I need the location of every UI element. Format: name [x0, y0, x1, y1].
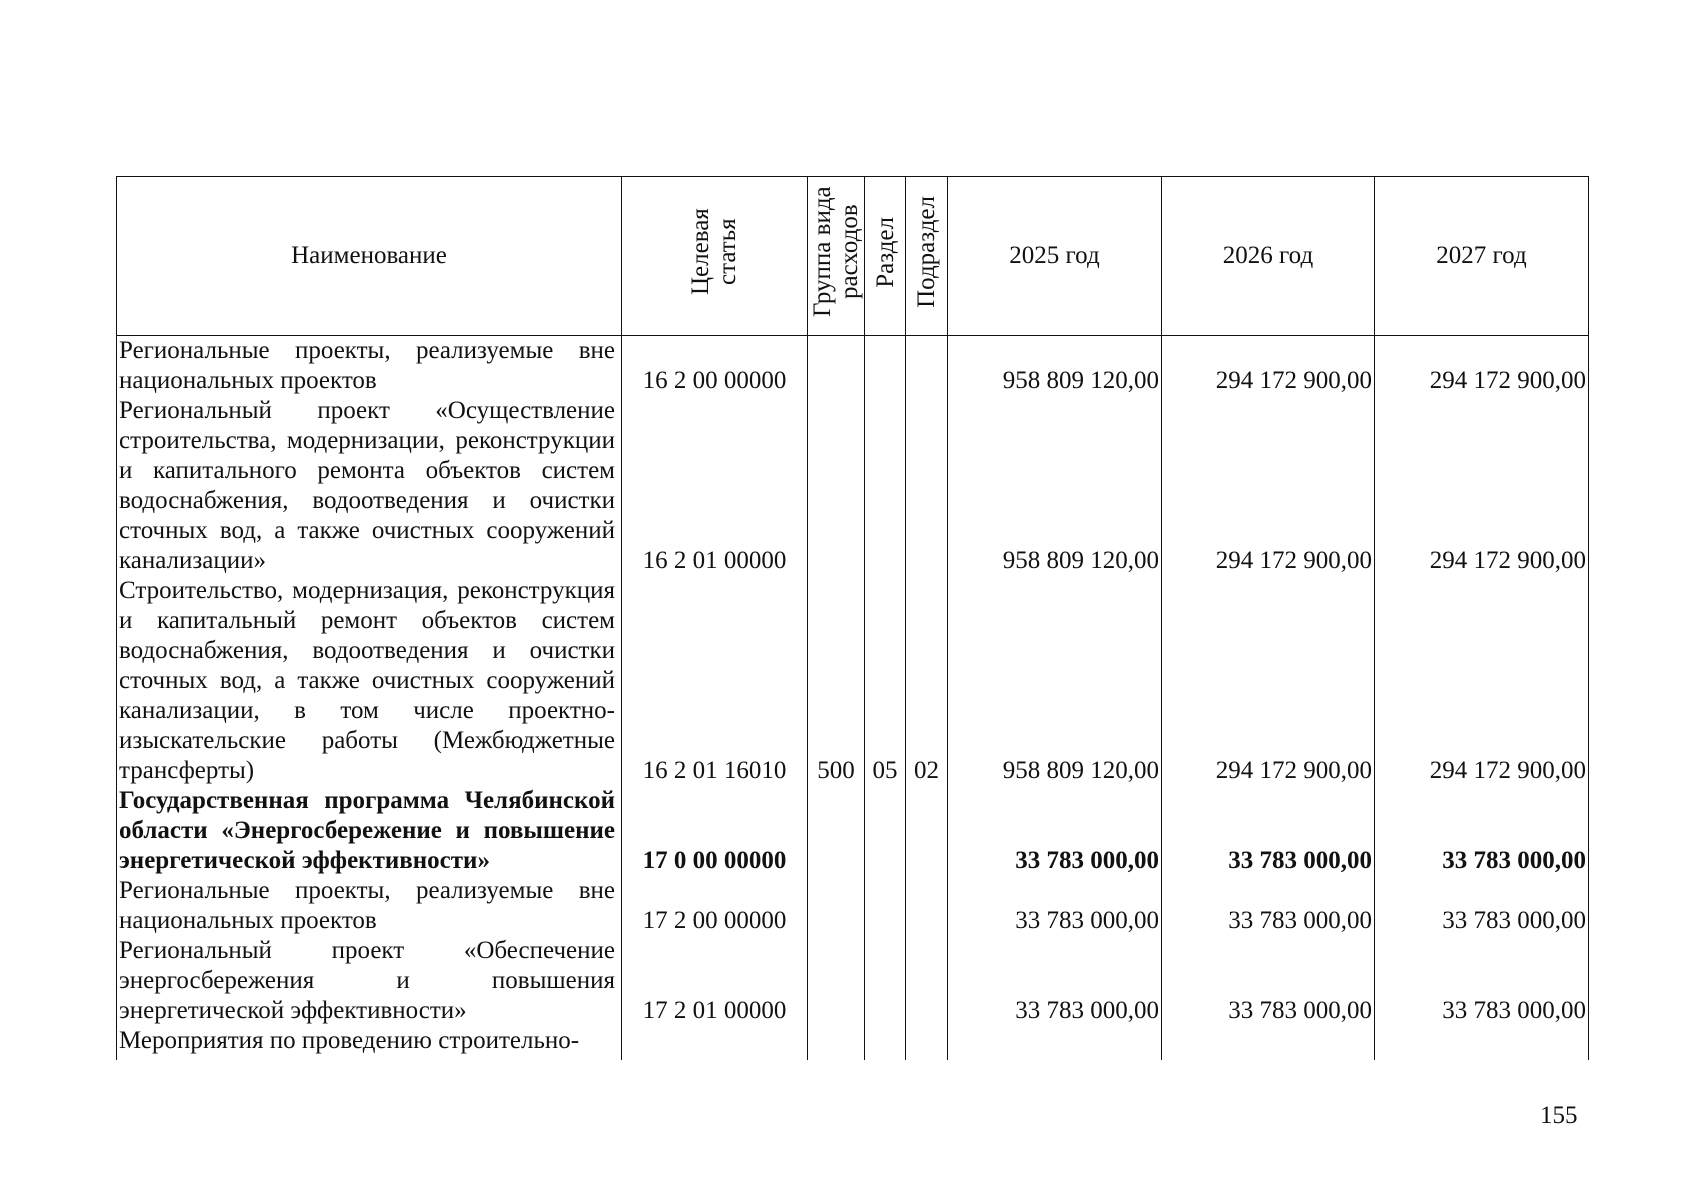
row-code: 16 2 01 16010	[622, 576, 808, 786]
row-name: Мероприятия по проведению строительно-	[117, 1026, 622, 1060]
row-name: Государственная программа Челябинской области «Энергосбережение и повышение энергетической эффективности»	[117, 786, 622, 876]
row-2025: 33 783 000,00	[948, 786, 1162, 876]
row-name: Региональные проекты, реализуемые вне национальных проектов	[117, 876, 622, 936]
row-2025: 33 783 000,00	[948, 936, 1162, 1026]
row-section	[865, 336, 906, 397]
row-group: 500	[808, 576, 865, 786]
row-name: Региональные проекты, реализуемые вне национальных проектов	[117, 336, 622, 397]
page-number: 155	[1540, 1102, 1578, 1129]
row-code: 17 2 01 00000	[622, 936, 808, 1026]
row-section: 05	[865, 576, 906, 786]
row-name: Строительство, модернизация, реконструкция и капитальный ремонт объектов систем водоснабжения, водоотведения и очистки сточных вод, а также очистных сооружений канализации, в том числе проектно-изыскательские работы (Межбюджетные трансферты)	[117, 576, 622, 786]
row-2027	[1375, 1026, 1589, 1060]
row-2027: 33 783 000,00	[1375, 876, 1589, 936]
row-group	[808, 786, 865, 876]
table-row	[117, 876, 1589, 936]
table-row	[117, 936, 1589, 1026]
row-2027: 294 172 900,00	[1375, 396, 1589, 576]
row-2026: 294 172 900,00	[1162, 336, 1375, 397]
row-section	[865, 786, 906, 876]
row-group	[808, 1026, 865, 1060]
row-subsection	[906, 876, 948, 936]
header-row	[117, 177, 1589, 336]
row-section	[865, 1026, 906, 1060]
header-code-label: Целевая статья	[686, 208, 741, 296]
row-2026: 294 172 900,00	[1162, 576, 1375, 786]
row-section	[865, 936, 906, 1026]
header-section	[865, 177, 906, 336]
row-subsection: 02	[906, 576, 948, 786]
row-2026: 294 172 900,00	[1162, 396, 1375, 576]
row-2026: 33 783 000,00	[1162, 786, 1375, 876]
header-subsection	[906, 177, 948, 336]
row-subsection	[906, 1026, 948, 1060]
row-code: 17 2 00 00000	[622, 876, 808, 936]
row-subsection	[906, 336, 948, 397]
row-section	[865, 396, 906, 576]
row-2027: 33 783 000,00	[1375, 786, 1589, 876]
header-name: Наименование	[117, 177, 622, 336]
row-2027: 294 172 900,00	[1375, 576, 1589, 786]
row-name: Региональный проект «Обеспечение энергосбережения и повышения энергетической эффективности»	[117, 936, 622, 1026]
row-2025: 958 809 120,00	[948, 336, 1162, 397]
row-2027: 33 783 000,00	[1375, 936, 1589, 1026]
row-2025: 958 809 120,00	[948, 576, 1162, 786]
table-row	[117, 1026, 1589, 1060]
row-2025	[948, 1026, 1162, 1060]
row-subsection	[906, 396, 948, 576]
table-row	[117, 576, 1589, 786]
row-code: 16 2 01 00000	[622, 396, 808, 576]
table-row	[117, 336, 1589, 397]
table-row	[117, 786, 1589, 876]
header-2027: 2027 год	[1375, 177, 1589, 336]
header-group	[808, 177, 865, 336]
row-code: 17 0 00 00000	[622, 786, 808, 876]
row-2025: 958 809 120,00	[948, 396, 1162, 576]
header-2026: 2026 год	[1162, 177, 1375, 336]
header-2025: 2025 год	[948, 177, 1162, 336]
row-group	[808, 396, 865, 576]
header-group-label: Группа вида расходов	[809, 186, 863, 318]
header-code	[622, 177, 808, 336]
row-2026: 33 783 000,00	[1162, 876, 1375, 936]
budget-table	[116, 176, 1589, 1060]
header-subsection-label: Подраздел	[913, 196, 940, 308]
row-group	[808, 876, 865, 936]
row-2026	[1162, 1026, 1375, 1060]
row-code	[622, 1026, 808, 1060]
row-code: 16 2 00 00000	[622, 336, 808, 397]
header-section-label: Раздел	[871, 216, 899, 288]
row-name: Региональный проект «Осуществление строительства, модернизации, реконструкции и капитального ремонта объектов систем водоснабжения, водоотведения и очистки сточных вод, а также очистных сооружений канализации»	[117, 396, 622, 576]
row-2025: 33 783 000,00	[948, 876, 1162, 936]
row-section	[865, 876, 906, 936]
row-subsection	[906, 936, 948, 1026]
row-group	[808, 936, 865, 1026]
table-row	[117, 396, 1589, 576]
row-group	[808, 336, 865, 397]
row-2027: 294 172 900,00	[1375, 336, 1589, 397]
row-subsection	[906, 786, 948, 876]
row-2026: 33 783 000,00	[1162, 936, 1375, 1026]
